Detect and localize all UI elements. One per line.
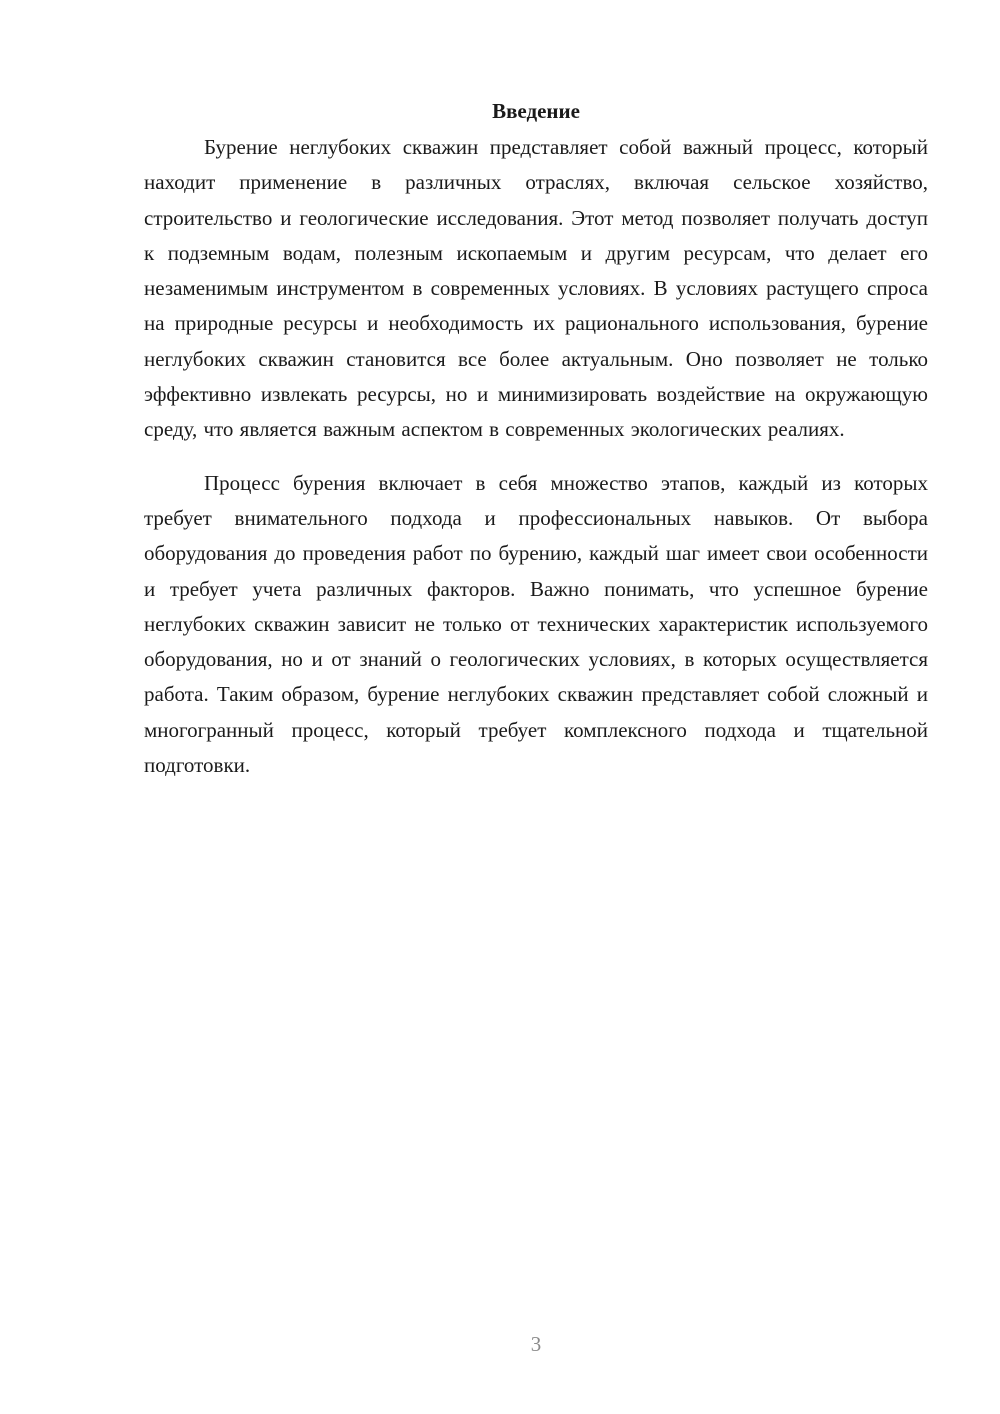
paragraph-2: Процесс бурения включает в себя множество этапов, каждый из которых требует внимательного подхода и профессиональных навыков. От выбора оборудования до проведения работ по бурению, каждый шаг имеет свои особенности и требует учета различных факторов. Важно понимать, что успешное бурение неглубоких скважин зависит не только от технических характеристик используемого оборудования, но и от знаний о геологических условиях, в которых осуществляется работа. Таким образом, бурение неглубоких скважин представляет собой сложный и многогранный процесс, который требует комплексного подхода и тщательной подготовки. bbox=[144, 470, 928, 778]
paragraph-1: Бурение неглубоких скважин представляет собой важный процесс, который находит применение в различных отраслях, включая сельское хозяйство, строительство и геологические исследования. Этот метод позволяет получать доступ к подземным водам, полезным ископаемым и другим ресурсам, что делает его незаменимым инструментом в современных условиях. В условиях растущего спроса на природные ресурсы и необходимость их рационального использования, бурение неглубоких скважин становится все более актуальным. Оно позволяет не только эффективно извлекать ресурсы, но и минимизировать воздействие на окружающую среду, что является важным аспектом в современных экологических реалиях. bbox=[144, 135, 928, 442]
page-number: 3 bbox=[530, 1332, 542, 1356]
document-body bbox=[144, 96, 928, 783]
section-title: Введение bbox=[492, 99, 580, 123]
